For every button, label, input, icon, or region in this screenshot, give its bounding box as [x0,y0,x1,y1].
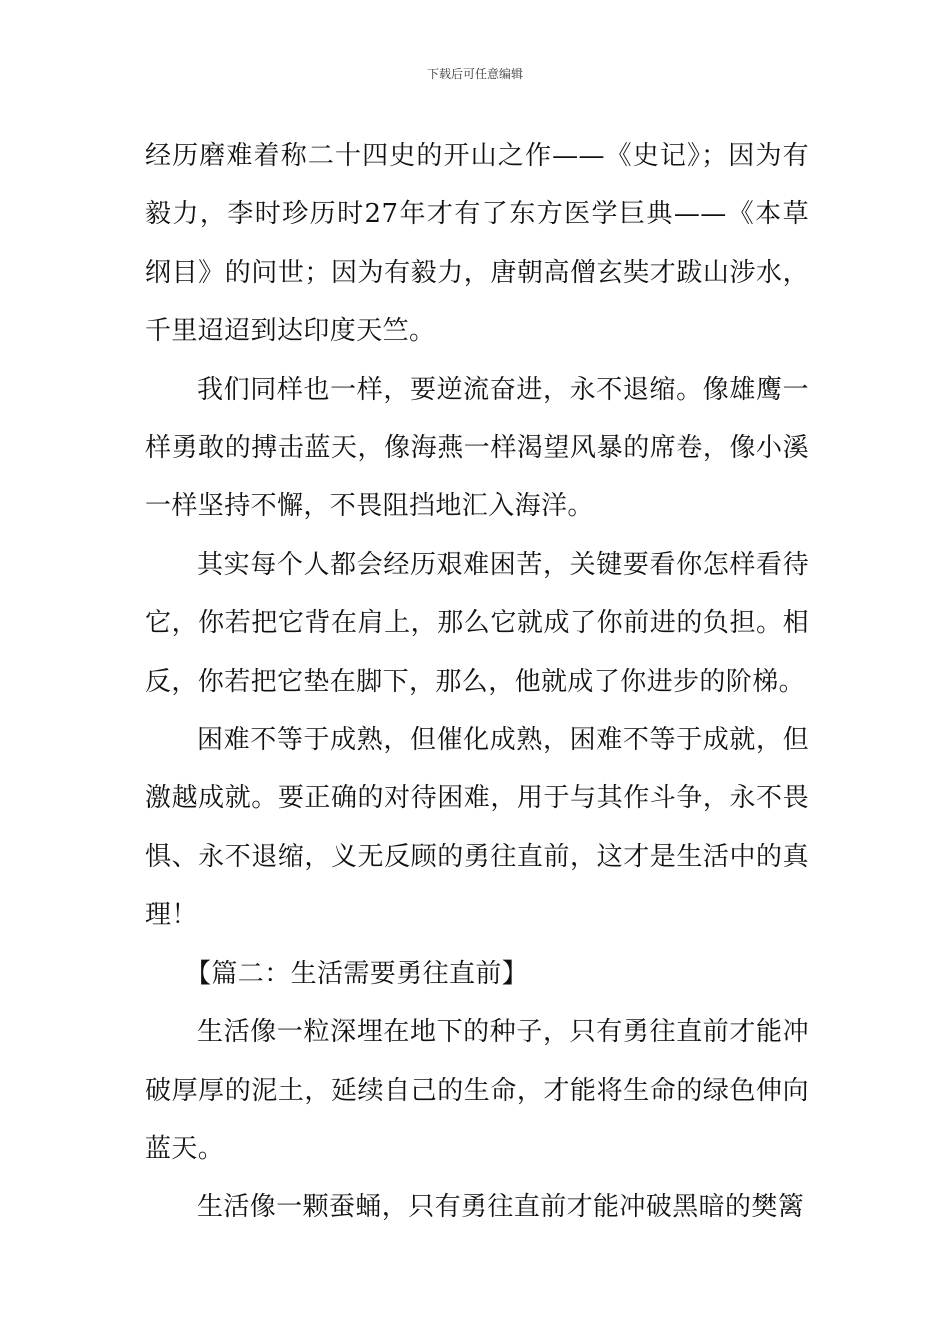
paragraph-1: 经历磨难着称二十四史的开山之作——《史记》；因为有毅力，李时珍历时27年才有了东方医学巨典——《本草纲目》的问世；因为有毅力，唐朝高僧玄奘才跋山涉水，千里迢迢到达印度天竺。 [145,141,809,347]
paragraph-6: 生活像一颗蚕蛹，只有勇往直前才能冲破黑暗的樊篱 [197,1192,805,1223]
paragraph-3: 其实每个人都会经历艰难困苦，关键要看你怎样看待它，你若把它背在肩上，那么它就成了你前进的负担。相反，你若把它垫在脚下，那么，他就成了你进步的阶梯。 [145,549,809,697]
paragraph-4: 困难不等于成熟，但催化成熟，困难不等于成就，但激越成就。要正确的对待困难，用于与其作斗争，永不畏惧、永不退缩，义无反顾的勇往直前，这才是生活中的真理！ [145,725,809,931]
paragraph-5: 生活像一粒深埋在地下的种子，只有勇往直前才能冲破厚厚的泥土，延续自己的生命，才能将生命的绿色伸向蓝天。 [145,1017,809,1164]
page-header: 下载后可任意编辑 [426,67,523,81]
paragraph-2: 我们同样也一样，要逆流奋进，永不退缩。像雄鹰一样勇敢的搏击蓝天，像海燕一样渴望风暴的席卷，像小溪一样坚持不懈，不畏阻挡地汇入海洋。 [145,374,809,522]
document-body [145,127,809,1237]
section-heading: 【篇二：生活需要勇往直前】 [185,958,529,989]
